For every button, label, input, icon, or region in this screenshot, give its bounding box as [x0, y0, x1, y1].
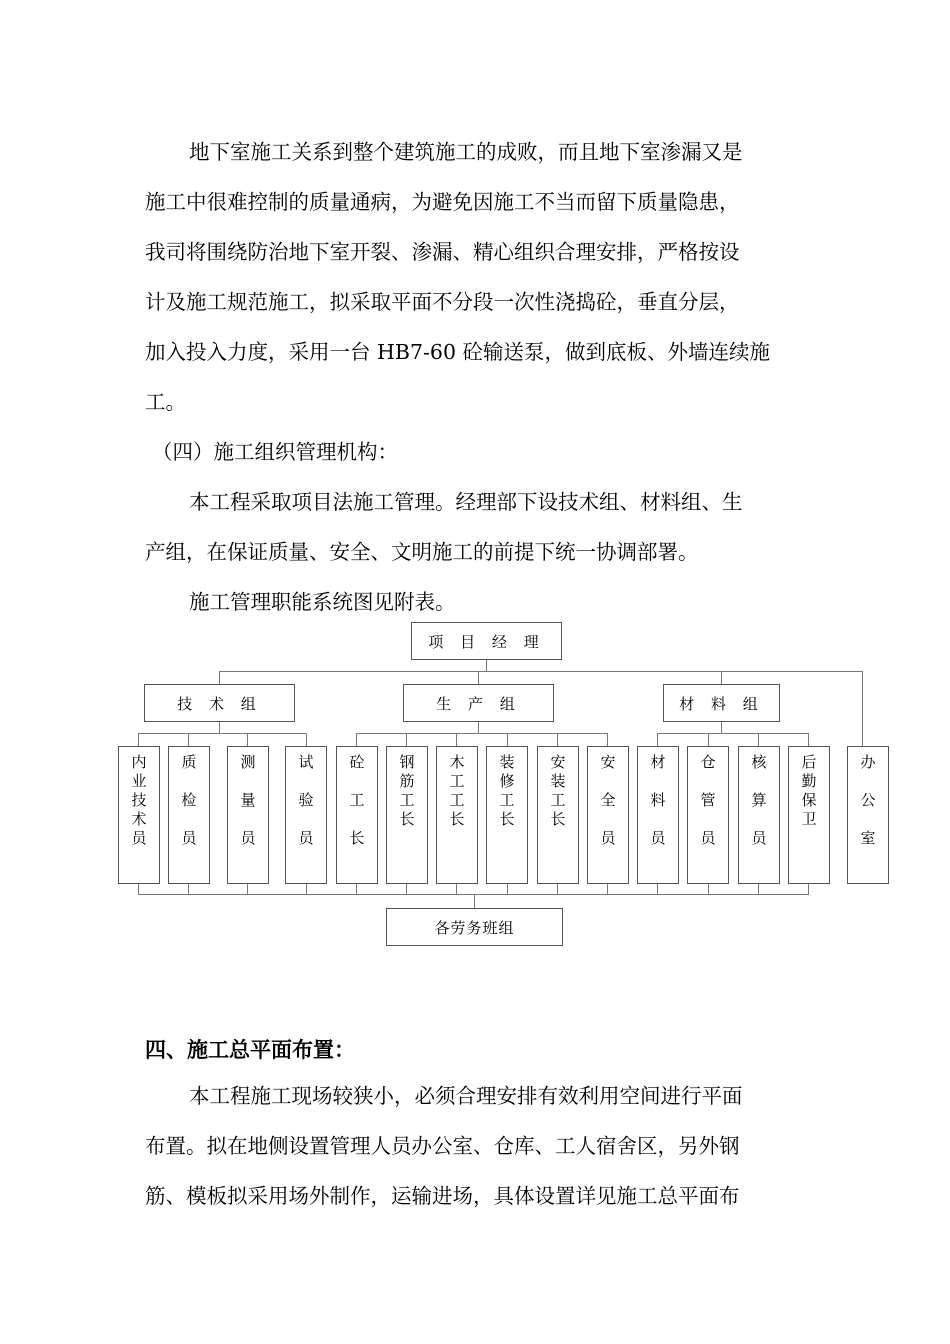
org-box-member [285, 746, 327, 884]
org-box-member-char: 员 [650, 829, 666, 847]
connector-line [219, 671, 220, 685]
org-box-member-char: 后 [801, 753, 817, 771]
org-box-member-char: 长 [349, 829, 365, 847]
org-box-member-char: 材 [650, 753, 666, 771]
org-box-member-char [638, 810, 678, 829]
org-box-member-char: 公 [860, 791, 876, 809]
org-box-member-char: 安 [550, 753, 566, 771]
org-box-member [486, 746, 528, 884]
org-box-member-char: 试 [298, 753, 314, 771]
org-box-member-char: 员 [131, 829, 147, 847]
text-line: 筋、模板拟采用场外制作，运输进场，具体设置详见施工总平面布 [145, 1184, 740, 1208]
org-box-member [637, 746, 679, 884]
org-box-member-char: 钢 [399, 753, 415, 771]
org-box-member-char: 砼 [349, 753, 365, 771]
org-box-member-char: 木 [449, 753, 465, 771]
connector-line [708, 733, 709, 747]
connector-line [808, 733, 809, 747]
paragraph-management [145, 477, 810, 577]
org-box-member [537, 746, 579, 884]
org-box-member-char [739, 810, 779, 829]
org-box-member-char [169, 810, 209, 829]
org-box-member-char: 工 [449, 791, 465, 809]
connector-line [456, 733, 457, 747]
org-box-member-char: 长 [550, 810, 566, 828]
text-line: 计及施工规范施工，拟采取平面不分段一次性浇捣砼，垂直分层， [145, 290, 740, 314]
org-box-member [738, 746, 780, 884]
org-box-member-char: 长 [499, 810, 515, 828]
chart-note-text: 施工管理职能系统图见附表。 [189, 590, 456, 614]
org-box-member-char [228, 810, 268, 829]
org-box-member-char: 技 [131, 791, 147, 809]
connector-line [478, 721, 479, 733]
connector-line [247, 733, 248, 747]
connector-line [356, 733, 608, 734]
org-box-member-char: 业 [131, 772, 147, 790]
org-box-member-char: 测 [240, 753, 256, 771]
connector-line [557, 733, 558, 747]
text-line: 加入投入力度，采用一台 HB7-60 砼输送泵，做到底板、外墙连续施 [145, 340, 771, 364]
org-box-labor-teams: 各劳务班组 [386, 908, 563, 946]
org-box-member-char: 装 [499, 753, 515, 771]
org-box-member-char: 质 [181, 753, 197, 771]
org-box-tech-group: 技 术 组 [144, 684, 295, 722]
org-box-member-char: 员 [600, 829, 616, 847]
org-box-member-char: 员 [751, 829, 767, 847]
org-box-member-char [286, 810, 326, 829]
org-box-member-char: 办 [860, 753, 876, 771]
connector-line [758, 733, 759, 747]
connector-line [306, 733, 307, 747]
section-heading: 四、施工总平面布置： [145, 1038, 355, 1062]
connector-line [138, 733, 139, 747]
org-box-production-group: 生 产 组 [403, 684, 554, 722]
org-box-member-char: 卫 [801, 810, 817, 828]
connector-line [356, 733, 357, 747]
connector-line [657, 733, 658, 747]
org-box-member-char: 工 [499, 791, 515, 809]
org-box-member-char [588, 810, 628, 829]
org-box-member [436, 746, 478, 884]
org-box-member [587, 746, 629, 884]
org-box-member [118, 746, 160, 884]
org-box-member-char [228, 772, 268, 791]
org-box-member-char: 员 [181, 829, 197, 847]
connector-line [721, 671, 722, 685]
paragraph-site-layout [145, 1071, 810, 1221]
connector-line [657, 733, 809, 734]
org-box-member-char: 员 [240, 829, 256, 847]
connector-line [474, 894, 475, 908]
text-line: 本工程施工现场较狭小，必须合理安排有效利用空间进行平面 [189, 1084, 743, 1108]
org-box-member [788, 746, 830, 884]
text-line: 地下室施工关系到整个建筑施工的成败，而且地下室渗漏又是 [189, 140, 743, 164]
org-box-member [687, 746, 729, 884]
org-box-member-char: 室 [860, 829, 876, 847]
subheading-management-org [152, 427, 817, 477]
org-box-member-char [169, 772, 209, 791]
connector-line [219, 721, 220, 733]
org-box-member-char [337, 810, 377, 829]
org-box-member-char: 仓 [700, 753, 716, 771]
subheading-text: （四）施工组织管理机构： [152, 440, 398, 464]
org-box-member [386, 746, 428, 884]
org-box-member-char: 术 [131, 810, 147, 828]
org-box-member-char: 工 [349, 791, 365, 809]
connector-line [862, 671, 863, 747]
org-box-member-char: 全 [600, 791, 616, 809]
org-box-member [336, 746, 378, 884]
connector-line [138, 733, 306, 734]
paragraph-basement [145, 127, 810, 427]
org-box-member-char: 工 [449, 772, 465, 790]
org-box-member-char: 料 [650, 791, 666, 809]
org-box-member-char: 工 [399, 791, 415, 809]
org-box-member-char: 员 [700, 829, 716, 847]
connector-line [406, 733, 407, 747]
org-box-member-char: 算 [751, 791, 767, 809]
org-box-member-char [848, 810, 888, 829]
text-line: 产组，在保证质量、安全、文明施工的前提下统一协调部署。 [145, 540, 699, 564]
org-box-member-char [739, 772, 779, 791]
text-line: 施工中很难控制的质量通病，为避免因施工不当而留下质量隐患， [145, 190, 740, 214]
org-box-member-char: 安 [600, 753, 616, 771]
org-box-member-char [638, 772, 678, 791]
org-box-member-char [337, 772, 377, 791]
text-line: 我司将围绕防治地下室开裂、渗漏、精心组织合理安排，严格按设 [145, 240, 740, 264]
org-box-member-char [588, 772, 628, 791]
org-box-member-char: 量 [240, 791, 256, 809]
org-box-member-char: 工 [550, 791, 566, 809]
org-box-member-char: 内 [131, 753, 147, 771]
org-box-member-char: 员 [298, 829, 314, 847]
connector-line [721, 721, 722, 733]
org-box-member-char [848, 772, 888, 791]
connector-line [478, 671, 479, 685]
connector-line [219, 671, 863, 672]
org-box-member [168, 746, 210, 884]
org-box-member-char [688, 810, 728, 829]
connector-line [607, 733, 608, 747]
text-line: 工。 [145, 390, 186, 414]
connector-line [507, 733, 508, 747]
org-box-member-char: 管 [700, 791, 716, 809]
org-box-project-manager: 项 目 经 理 [411, 622, 562, 660]
org-box-member-char: 修 [499, 772, 515, 790]
org-box-material-group: 材 料 组 [663, 684, 780, 722]
org-box-member-char: 勤 [801, 772, 817, 790]
connector-line [188, 733, 189, 747]
org-box-member [227, 746, 269, 884]
org-box-member-char: 装 [550, 772, 566, 790]
chart-note [145, 577, 810, 627]
org-box-member-char: 长 [399, 810, 415, 828]
org-box-member [847, 746, 889, 884]
org-box-member-char [286, 772, 326, 791]
org-box-member-char: 筋 [399, 772, 415, 790]
text-line: 布置。拟在地侧设置管理人员办公室、仓库、工人宿舍区，另外钢 [145, 1134, 740, 1158]
text-line: 本工程采取项目法施工管理。经理部下设技术组、材料组、生 [189, 490, 743, 514]
org-box-member-char: 验 [298, 791, 314, 809]
org-box-member-char: 保 [801, 791, 817, 809]
org-box-member-char: 核 [751, 753, 767, 771]
org-box-member-char: 检 [181, 791, 197, 809]
org-box-member-char: 长 [449, 810, 465, 828]
org-box-member-char [688, 772, 728, 791]
